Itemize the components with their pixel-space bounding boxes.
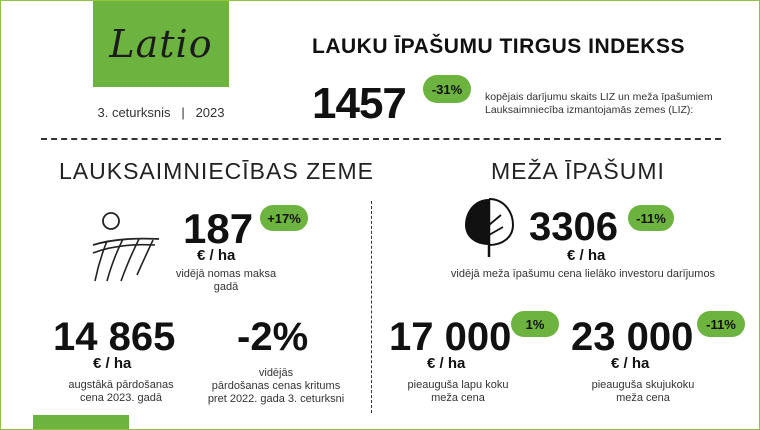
agri-decline-desc-line1: vidējās [258, 367, 294, 379]
total-change-badge: -31% [423, 75, 471, 103]
quarter-label [93, 105, 229, 120]
agri-section-title: LAUKSAIMNIECĪBAS ZEME [59, 158, 374, 184]
forest-coniferous-unit: € / ha [611, 355, 650, 372]
agri-rent-change-badge: +17% [260, 205, 308, 231]
forest-coniferous-desc-line1: pieauguša skujukoku [591, 379, 695, 391]
logo [93, 1, 229, 87]
agri-decline-value: -2% [237, 315, 309, 359]
agri-decline-desc-line3: pret 2022. gada 3. ceturksni [207, 393, 345, 405]
agri-max-price-unit: € / ha [93, 355, 132, 372]
forest-investor-value: 3306 [529, 205, 618, 249]
year-text: 2023 [195, 105, 225, 120]
agri-rent-value: 187 [183, 205, 254, 252]
forest-coniferous-desc [577, 379, 709, 405]
agri-rent-unit: € / ha [197, 247, 236, 264]
agri-max-price-value: 14 865 [53, 315, 176, 359]
forest-deciduous-desc-line1: pieauguša lapu koku [407, 379, 509, 391]
quarter-text: 3. ceturksnis [97, 105, 171, 120]
total-value: 1457 [312, 79, 406, 128]
forest-investor-unit: € / ha [567, 247, 606, 264]
forest-deciduous-desc [393, 379, 523, 405]
forest-deciduous-change-badge: 1% [511, 311, 559, 337]
forest-section-title: MEŽA ĪPAŠUMI [491, 158, 665, 184]
tree-icon [461, 195, 517, 259]
forest-deciduous-value: 17 000 [389, 315, 512, 359]
page-title: LAUKU ĪPAŠUMU TIRGUS INDEKSS [312, 35, 685, 58]
agri-decline-desc [201, 367, 351, 406]
forest-coniferous-desc-line2: meža cena [616, 392, 670, 404]
forest-coniferous-value: 23 000 [571, 315, 694, 359]
forest-coniferous-change-badge: -11% [697, 311, 745, 337]
vertical-divider [371, 201, 372, 413]
forest-deciduous-desc-line2: meža cena [431, 392, 485, 404]
total-description [485, 91, 715, 117]
quarter-separator: | [181, 105, 185, 120]
horizontal-divider [41, 138, 721, 140]
agri-max-price-desc-line1: augstākā pārdošanas [68, 379, 174, 391]
total-description-line2: Lauksaimniecība izmantojamās zemes (LIZ): [485, 104, 694, 116]
agri-max-price-desc-line2: cena 2023. gadā [80, 392, 162, 404]
total-description-line1: kopējais darījumu skaits LIZ un meža īpašumiem [485, 91, 713, 103]
footer-accent-bar [33, 415, 129, 430]
agri-rent-desc: vidējā nomas maksa gadā [175, 268, 277, 293]
agri-max-price-desc [61, 379, 181, 405]
forest-investor-change-badge: -11% [628, 205, 674, 231]
agri-decline-desc-line2: pārdošanas cenas kritums [211, 380, 341, 392]
logo-text: Latio [109, 22, 213, 66]
field-sun-icon [89, 209, 165, 285]
forest-deciduous-unit: € / ha [427, 355, 466, 372]
forest-investor-desc: vidējā meža īpašumu cena lielāko investoru darījumos [450, 268, 716, 280]
